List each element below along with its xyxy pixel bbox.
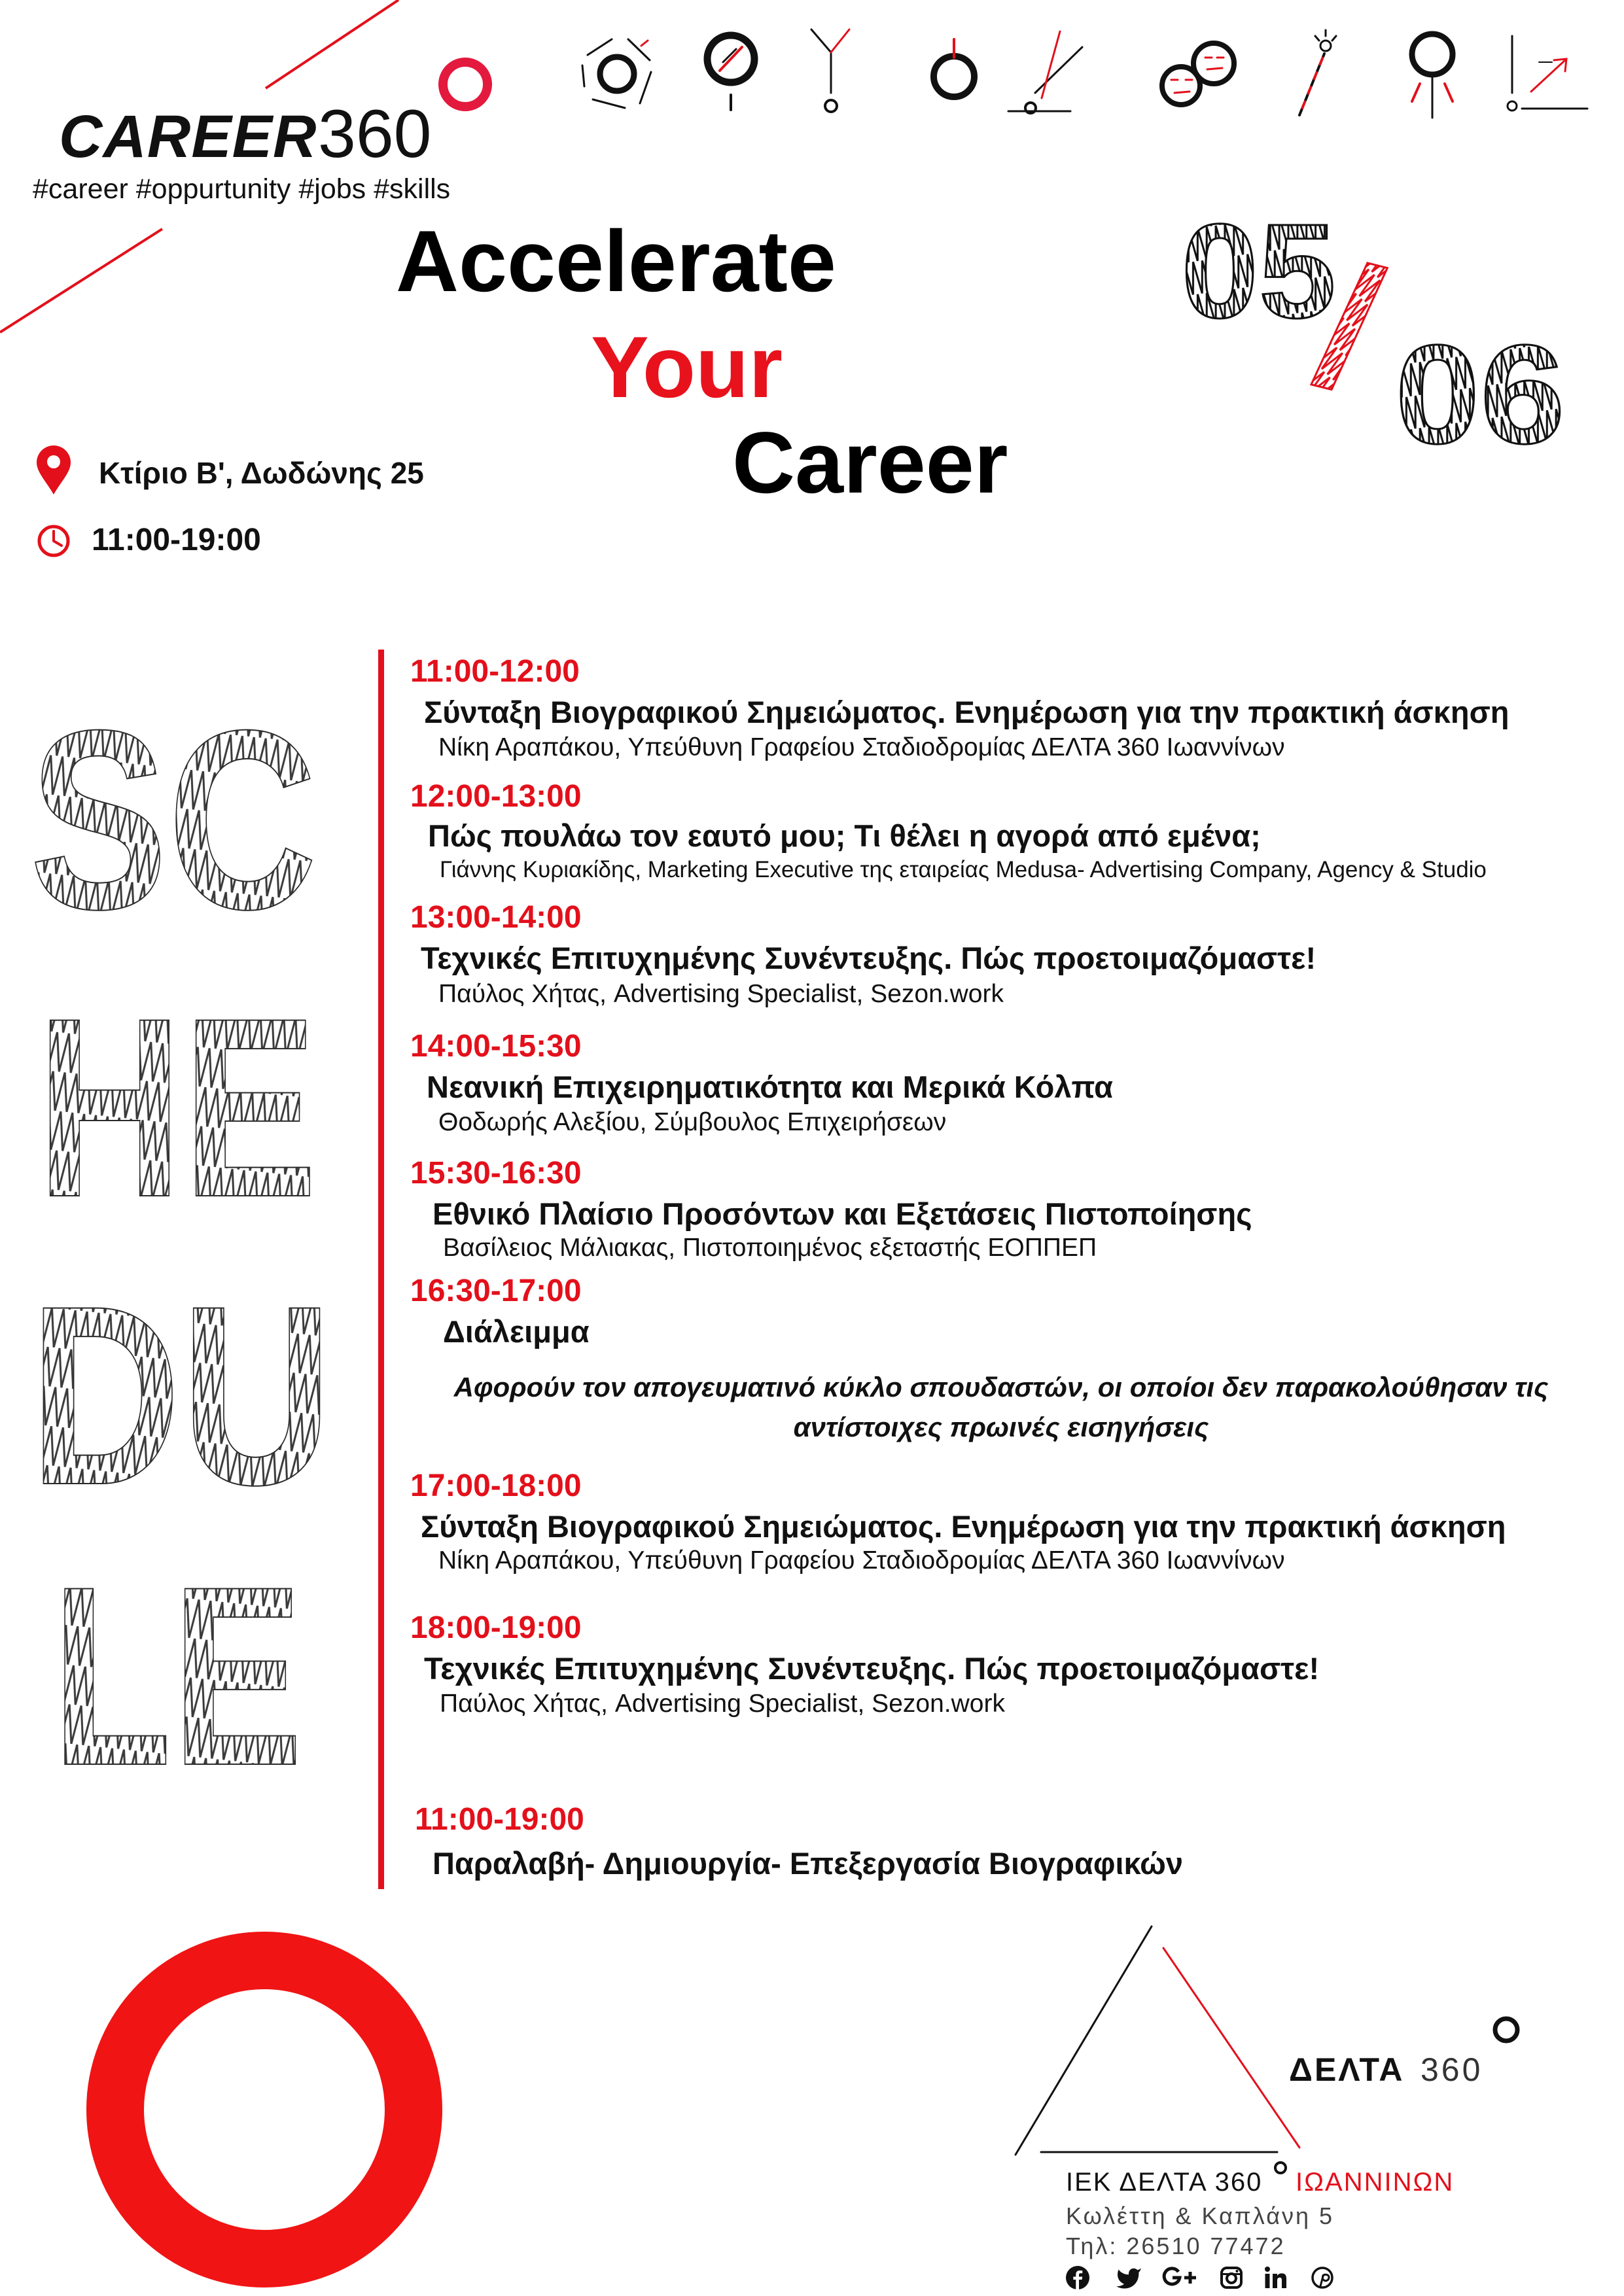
schedule-time: 11:00-19:00 [415, 1802, 584, 1837]
headline-career: Career [732, 415, 1008, 512]
schedule-time: 14:00-15:30 [410, 1029, 582, 1064]
afternoon-note-line-1: Αφορούν τον απογευματινό κύκλο σπουδαστών, οι οποίοι δεν παρακολούθησαν τις [453, 1372, 1549, 1402]
delta-brand-name: ΔΕΛΤΑ [1289, 2051, 1405, 2088]
schedule-title: Διάλειμμα [443, 1314, 590, 1349]
schedule-word-sc: SC [29, 677, 317, 962]
instagram-icon [1220, 2266, 1243, 2289]
delta-triangle-logo [1015, 1926, 1299, 2155]
schedule-time: 15:30-16:30 [410, 1156, 582, 1191]
hashtags: #career #oppurtunity #jobs #skills [33, 173, 451, 205]
headline-your: Your [591, 319, 783, 416]
growth-chart-icon [1508, 36, 1587, 111]
schedule-speaker: Βασίλειος Μάλιακας, Πιστοποιημένος εξεταστής ΕΟΠΠΕΠ [443, 1234, 1097, 1262]
school-phone: Τηλ: 26510 77472 [1066, 2233, 1286, 2259]
head-circle-icon [934, 39, 974, 97]
schedule-word-le: LE [52, 1533, 303, 1818]
schedule-speaker: Νίκη Αραπάκου, Υπεύθυνη Γραφείου Σταδιοδρομίας ΔΕΛΤΑ 360 Ιωαννίνων [438, 733, 1285, 761]
schedule-title: Εθνικό Πλαίσιο Προσόντων και Εξετάσεις Πιστοποίησης [432, 1196, 1252, 1231]
schedule-speaker: Νίκη Αραπάκου, Υπεύθυνη Γραφείου Σταδιοδρομίας ΔΕΛΤΑ 360 Ιωαννίνων [438, 1546, 1285, 1574]
facebook-icon [1066, 2266, 1089, 2289]
schedule-time: 18:00-19:00 [410, 1610, 582, 1645]
afternoon-note-line-2: αντίστοιχες πρωινές εισηγήσεις [793, 1412, 1209, 1442]
schedule-speaker: Παύλος Χήτας, Advertising Specialist, Sezon.work [438, 980, 1004, 1008]
pinterest-icon [1311, 2266, 1333, 2289]
schedule-time: 11:00-12:00 [410, 654, 580, 689]
red-diagonal-line-left [0, 229, 162, 332]
schedule-title: Νεανική Επιχειρηματικότητα και Μερικά Κόλπα [427, 1070, 1114, 1104]
big-red-ring [115, 1960, 414, 2259]
venue-hours: 11:00-19:00 [92, 523, 261, 557]
delta-logo-ring [1495, 2019, 1517, 2041]
school-city: ΙΩΑΝΝΙΝΩΝ [1296, 2168, 1455, 2197]
slingshot-icon [811, 29, 849, 112]
schedule-time: 17:00-18:00 [410, 1469, 582, 1503]
schedule-title: Σύνταξη Βιογραφικού Σημειώματος. Ενημέρωση για την πρακτική άσκηση [421, 1509, 1506, 1544]
logo-ring-icon [443, 62, 487, 107]
clock-icon [39, 527, 68, 555]
schedule-title: Σύνταξη Βιογραφικού Σημειώματος. Ενημέρωση για την πρακτική άσκηση [424, 695, 1509, 729]
sparkler-icon [1299, 30, 1336, 115]
schedule-title: Τεχνικές Επιτυχημένης Συνέντευξης. Πώς προετοιμαζόμαστε! [424, 1651, 1320, 1686]
date-separator: / [1301, 226, 1397, 430]
headline-accelerate: Accelerate [396, 213, 836, 310]
google-plus-icon [1162, 2266, 1199, 2289]
schedule-speaker: Γιάννης Κυριακίδης, Marketing Executive της εταιρείας Medusa- Advertising Company, Agency & Studio [440, 857, 1487, 882]
faces-icon [1162, 43, 1234, 105]
school-name: ΙΕΚ ΔΕΛΤΑ 360 [1066, 2168, 1263, 2197]
logo-career-text: CAREER [59, 103, 317, 170]
school-address: Κωλέττη & Καπλάνη 5 [1066, 2202, 1335, 2229]
schedule-time: 12:00-13:00 [410, 779, 582, 814]
delta-brand-number: 360 [1421, 2051, 1483, 2088]
schedule-title: Πώς πουλάω τον εαυτό μου; Τι θέλει η αγορά από εμένα; [428, 818, 1261, 853]
schedule-time: 16:30-17:00 [410, 1274, 582, 1308]
schedule-speaker: Θοδωρής Αλεξίου, Σύμβουλος Επιχειρήσεων [438, 1108, 947, 1136]
schedule-title: Τεχνικές Επιτυχημένης Συνέντευξης. Πώς προετοιμαζόμαστε! [421, 941, 1316, 975]
schedule-time: 13:00-14:00 [410, 900, 582, 935]
venue-location: Κτίριο Β', Δωδώνης 25 [99, 456, 424, 490]
schedule-word-he: HE [37, 965, 317, 1250]
schedule-title: Παραλαβή- Δημιουργία- Επεξεργασία Βιογραφικών [432, 1846, 1184, 1881]
date-month: 06 [1395, 315, 1565, 473]
launch-figure-icon [1008, 31, 1082, 113]
schedule-word-du: DU [29, 1253, 332, 1538]
schedule-timeline-line [378, 650, 384, 1889]
lens-figure-icon [582, 39, 651, 108]
magnifier-icon [707, 35, 754, 110]
person-icon [1412, 34, 1453, 118]
schedule-speaker: Παύλος Χήτας, Advertising Specialist, Sezon.work [440, 1690, 1005, 1718]
twitter-icon [1115, 2266, 1142, 2289]
map-pin-icon [37, 445, 71, 495]
linkedin-icon [1264, 2266, 1290, 2289]
logo-360-text: 360 [318, 96, 432, 172]
school-degree-ring [1275, 2163, 1286, 2173]
date-day: 05 [1181, 196, 1336, 346]
red-diagonal-line-top [266, 0, 398, 88]
